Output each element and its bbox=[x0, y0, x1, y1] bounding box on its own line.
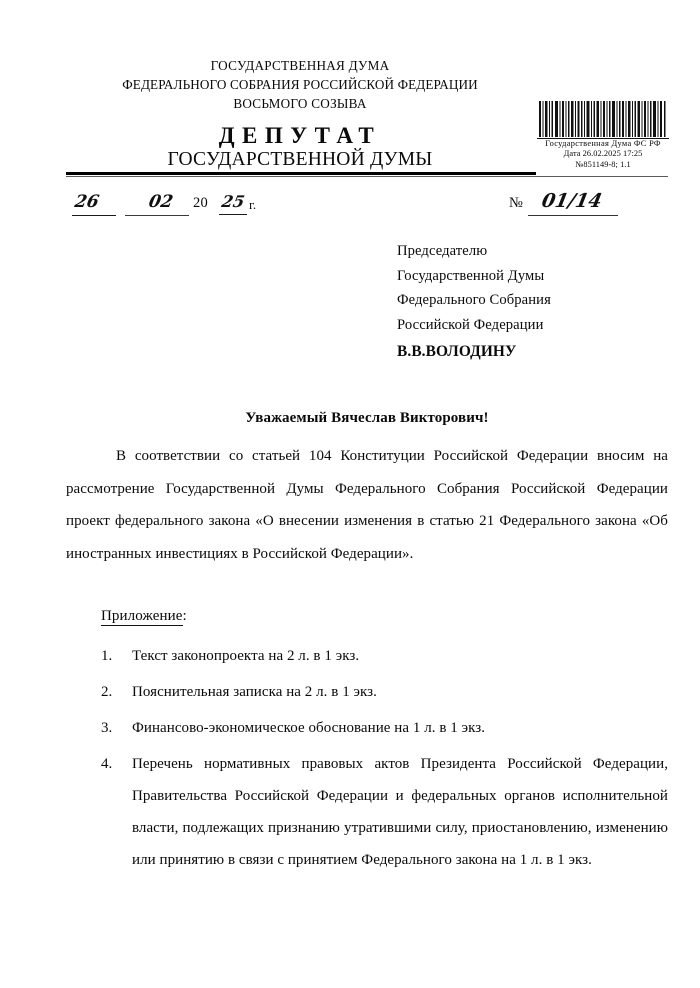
date-number-line bbox=[66, 192, 668, 226]
list-item-marker: 2. bbox=[101, 684, 113, 700]
letterhead-subtitle: ГОСУДАРСТВЕННОЙ ДУМЫ bbox=[167, 149, 433, 170]
number-handwritten: 01/14 bbox=[539, 190, 604, 212]
list-item-marker: 4. bbox=[101, 756, 113, 772]
addressee-block bbox=[397, 239, 667, 337]
list-item-text: Текст законопроекта на 2 л. в 1 экз. bbox=[132, 648, 360, 664]
attachment-list bbox=[101, 640, 668, 880]
addressee-name: В.В.ВОЛОДИНУ bbox=[397, 343, 517, 360]
list-item-marker: 1. bbox=[101, 648, 113, 664]
header-rule-thick bbox=[66, 172, 536, 175]
registration-stamp bbox=[537, 101, 669, 170]
letterhead-line-2: ФЕДЕРАЛЬНОГО СОБРАНИЯ РОССИЙСКОЙ ФЕДЕРАЦИИ bbox=[122, 77, 478, 92]
addressee-line: Государственной Думы bbox=[397, 267, 545, 284]
date-day-underline bbox=[72, 215, 116, 216]
list-item bbox=[101, 676, 668, 708]
list-item bbox=[101, 712, 668, 744]
date-year-abbrev: г. bbox=[249, 197, 257, 212]
barcode-icon bbox=[539, 101, 667, 137]
attachment-heading-colon: : bbox=[182, 608, 187, 624]
list-item-text: Перечень нормативных правовых актов Президента Российской Федерации, Правительства Российской Федерации и федеральных органов исполнительной власти, подлежащих признанию утратившими силу, приостановлению, изменению или принятию в связи с принятием Федерального закона на 1 л. в 1 экз. bbox=[132, 756, 668, 868]
date-day-handwritten: 26 bbox=[73, 192, 101, 212]
date-year-prefix: 20 bbox=[193, 195, 209, 211]
body-paragraph: В соответствии со статьей 104 Конституции Российской Федерации вносим на рассмотрение Государственной Думы Федерального Собрания Российской Федерации проект федерального закона «О внесении изменения в статью 21 Федерального закона «Об иностранных инвестициях в Российской Федерации». bbox=[66, 448, 668, 562]
list-item-text: Пояснительная записка на 2 л. в 1 экз. bbox=[132, 684, 377, 700]
letterhead-line-1: ГОСУДАРСТВЕННАЯ ДУМА bbox=[210, 58, 390, 73]
addressee-line: Российской Федерации bbox=[397, 316, 544, 333]
number-label: № bbox=[509, 195, 523, 211]
list-item bbox=[101, 748, 668, 876]
letterhead bbox=[66, 56, 534, 172]
number-underline bbox=[528, 215, 618, 216]
date-year-handwritten: 25 bbox=[220, 192, 247, 211]
letterhead-line-3: ВОСЬМОГО СОЗЫВА bbox=[233, 96, 367, 111]
date-month-underline bbox=[125, 215, 189, 216]
stamp-number: №851149-8; 1.1 bbox=[575, 159, 631, 169]
list-item-marker: 3. bbox=[101, 720, 113, 736]
list-item bbox=[101, 640, 668, 672]
addressee-line: Председателю bbox=[397, 243, 488, 259]
header-rule-thin bbox=[66, 176, 668, 177]
list-item-text: Финансово-экономическое обоснование на 1 л. в 1 экз. bbox=[132, 720, 486, 736]
date-month-handwritten: 02 bbox=[147, 192, 175, 212]
attachment-heading bbox=[101, 608, 187, 625]
date-year-underline bbox=[219, 214, 247, 215]
stamp-date: Дата 26.02.2025 17:25 bbox=[563, 149, 643, 159]
addressee-line: Федерального Собрания bbox=[397, 292, 551, 308]
greeting: Уважаемый Вячеслав Викторович! bbox=[245, 410, 489, 426]
stamp-organization: Государственная Дума ФС РФ bbox=[545, 139, 661, 148]
attachment-heading-text: Приложение bbox=[101, 608, 183, 624]
letterhead-title: ДЕПУТАТ bbox=[218, 123, 382, 148]
